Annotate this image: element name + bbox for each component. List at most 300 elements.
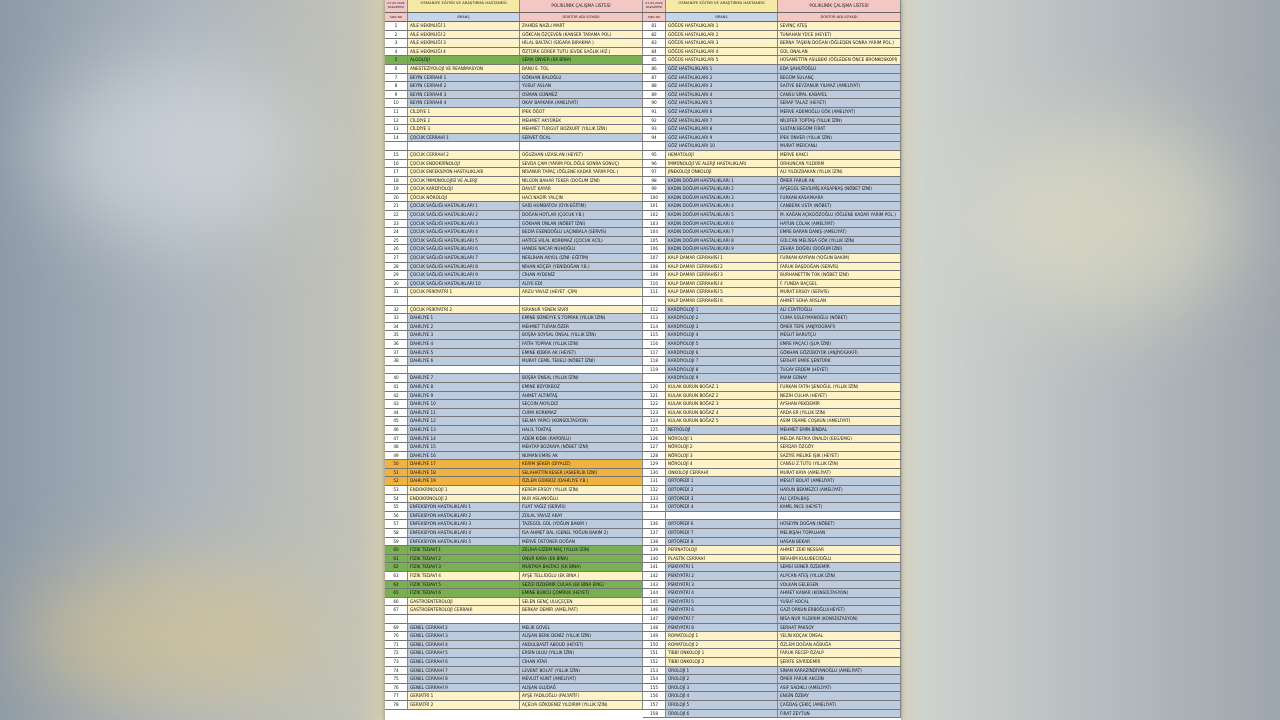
table-row: [385, 581, 643, 590]
row-number: 117: [643, 349, 666, 357]
doctor-cell: SAFİYE BEYZANUR YILMAZ (AMELİYAT): [778, 82, 901, 90]
row-number: 5: [385, 56, 408, 64]
doctor-cell: FUAT YAĞIZ (SERVİS): [520, 503, 643, 511]
doctor-cell: FIRAT ZEYTUN: [778, 710, 901, 718]
branch-cell: KARDİYOLOJİ 6: [666, 349, 778, 357]
branch-cell: KADIN DOĞUM HASTALIKLARI 6: [666, 220, 778, 228]
branch-cell: PSİKİYATRİ 8: [666, 624, 778, 632]
table-row: [385, 435, 643, 444]
doctor-cell: FURKAN FATİH ŞENOĞUL (YILLIK İZİN): [778, 383, 901, 391]
column-headers: [643, 13, 901, 22]
branch-cell: GÖZ HASTALIKLARI 5: [666, 99, 778, 107]
row-number: 30: [385, 280, 408, 288]
row-number: 156: [643, 692, 666, 700]
table-row: [385, 151, 643, 160]
table-row: [643, 392, 901, 401]
row-number: 105: [643, 237, 666, 245]
table-row: [643, 340, 901, 349]
table-row: [385, 202, 643, 211]
doctor-cell: NUR ASLANOĞLU: [520, 495, 643, 503]
doctor-cell: HANDE NACAR NUHOĞLU: [520, 245, 643, 253]
table-row: [385, 288, 643, 297]
column-headers: [385, 13, 643, 22]
row-number: 140: [643, 555, 666, 563]
doctor-cell: İSA AHMET BAL (GENEL YOĞUN BAKIM 2): [520, 529, 643, 537]
row-number: 2: [385, 31, 408, 39]
row-number: 98: [643, 177, 666, 185]
row-number: 52: [385, 477, 408, 485]
table-row: [385, 185, 643, 194]
branch-cell: NÖROLOJİ 1: [666, 435, 778, 443]
row-number: 146: [643, 606, 666, 614]
row-number: 78: [385, 701, 408, 709]
row-number: 48: [385, 443, 408, 451]
table-row: [385, 22, 643, 31]
doctor-cell: SELEN GENÇ ULUÇEÇEN: [520, 598, 643, 606]
branch-cell: NÖROLOJİ 3: [666, 452, 778, 460]
doctor-cell: ARDA ER (YILLIK İZİN): [778, 409, 901, 417]
branch-cell: DAHİLİYE 13: [408, 426, 520, 434]
row-number: 25: [385, 237, 408, 245]
background-blur-light: [40, 60, 300, 240]
row-number: 147: [643, 615, 666, 623]
doctor-cell: ŞERİFE SİVRİDEMİR: [778, 658, 901, 666]
table-row: [643, 529, 901, 538]
branch-cell: NÖROLOJİ 4: [666, 460, 778, 468]
doctor-cell: MESUT BARUTÇU: [778, 331, 901, 339]
table-row: [385, 65, 643, 74]
branch-cell: DAHİLİYE 14: [408, 435, 520, 443]
row-number: 62: [385, 563, 408, 571]
row-number: 137: [643, 529, 666, 537]
row-number: 28: [385, 263, 408, 271]
row-number: 81: [643, 22, 666, 30]
doctor-cell: ADEM KIDIK (RAPORLU): [520, 435, 643, 443]
branch-cell: KALP DAMAR CERRAHİSİ 2: [666, 263, 778, 271]
row-number: 69: [385, 624, 408, 632]
row-number: 121: [643, 392, 666, 400]
table-row: [385, 658, 643, 667]
table-row: [643, 581, 901, 590]
row-number: [643, 142, 666, 150]
doctor-cell: MURAT ERSOY (SERVİS): [778, 288, 901, 296]
table-row: [643, 710, 901, 719]
table-row: [385, 701, 643, 710]
branch-cell: FİZİK TEDAVİ 5: [408, 581, 520, 589]
row-number: 51: [385, 469, 408, 477]
doctor-cell: NEZİH CULHA (HEYET): [778, 392, 901, 400]
doctor-cell: MEHMET TURGUT BOZKURT (YILLIK İZİN): [520, 125, 643, 133]
table-row: [643, 366, 901, 375]
doctor-cell: ÖZLEM GÜRBÜZ (DAHİLİYE Y.B.): [520, 477, 643, 485]
row-number: 38: [385, 357, 408, 365]
doctor-cell: HALİL TOKTAŞ: [520, 426, 643, 434]
doctor-cell: NİSANUR TAPAÇ (ÖĞLENE KADAR YARIM POL.): [520, 168, 643, 176]
doctor-cell: YUSUF KOCAL: [778, 598, 901, 606]
branch-cell: ÇOCUK SAĞLIĞI HASTALIKLARI 8: [408, 263, 520, 271]
doctor-cell: SERAP TALAZ (HEYET): [778, 99, 901, 107]
doctor-cell: FARUK BAŞDOĞAN (SERVİS): [778, 263, 901, 271]
row-number: 49: [385, 452, 408, 460]
row-number: 12: [385, 117, 408, 125]
branch-cell: KARDİYOLOJİ 3: [666, 323, 778, 331]
branch-cell: GERİATRİ 2: [408, 701, 520, 709]
row-number: 94: [643, 134, 666, 142]
doctor-cell: ALİ ÇATALBAŞ: [778, 495, 901, 503]
doctor-cell: [520, 366, 643, 374]
row-number: 43: [385, 400, 408, 408]
branch-cell: GÖĞÜS HASTALIKLARI 2: [666, 31, 778, 39]
col-no-header: SIRA NO: [643, 13, 666, 21]
doctor-cell: HİLAL BALTACI (SİGARA BIRAKMA ): [520, 39, 643, 47]
branch-cell: KADIN DOĞUM HASTALIKLARI 7: [666, 228, 778, 236]
branch-cell: HEMATOLOJİ: [666, 151, 778, 159]
branch-cell: DAHİLİYE 4: [408, 340, 520, 348]
left-table: [385, 0, 643, 720]
doctor-cell: CİHAN AYDENİZ: [520, 271, 643, 279]
doctor-cell: KEREM ERSOY (YILLIK İZİN): [520, 486, 643, 494]
row-number: 7: [385, 74, 408, 82]
col-no-header: SIRA NO: [385, 13, 408, 21]
doctor-cell: [520, 142, 643, 150]
row-number: 92: [643, 117, 666, 125]
row-number: 35: [385, 331, 408, 339]
row-number: 76: [385, 684, 408, 692]
doctor-cell: KAMİL İNCE (HEYET): [778, 503, 901, 511]
table-row: [385, 168, 643, 177]
row-number: 37: [385, 349, 408, 357]
doctor-cell: DAVUT KAYAR: [520, 185, 643, 193]
doctor-cell: EDA ŞAHUTOĞLU: [778, 65, 901, 73]
table-row: [385, 486, 643, 495]
table-row: [643, 512, 901, 521]
branch-cell: DAHİLİYE 16: [408, 452, 520, 460]
doctor-cell: ONUR KARA (EK BİNA): [520, 555, 643, 563]
col-doctor-header: DOKTOR ADI-SOYADI: [778, 13, 901, 21]
row-number: 15: [385, 151, 408, 159]
branch-cell: GÖĞÜS HASTALIKLARI 1: [666, 22, 778, 30]
table-header: [643, 0, 901, 13]
branch-cell: GÖZ HASTALIKLARI 2: [666, 74, 778, 82]
doctor-cell: FURKAN KASAPKARA: [778, 194, 901, 202]
doctor-cell: BANU E. TOL: [520, 65, 643, 73]
doctor-cell: MEHMET AKYÜREK: [520, 117, 643, 125]
table-row: [643, 194, 901, 203]
table-row: [643, 117, 901, 126]
row-number: 124: [643, 417, 666, 425]
doctor-cell: AÇELYA GÖKDENİZ YILDIRIM (YILLIK İZİN): [520, 701, 643, 709]
row-number: 32: [385, 306, 408, 314]
table-row: [385, 142, 643, 151]
branch-cell: [408, 366, 520, 374]
branch-cell: KARDİYOLOJİ 2: [666, 314, 778, 322]
table-row: [643, 271, 901, 280]
branch-cell: ÇOCUK CERRAHİ 1: [408, 134, 520, 142]
doctor-cell: ÖMER FARUK AK: [778, 177, 901, 185]
row-number: 142: [643, 572, 666, 580]
branch-cell: DAHİLİYE 7: [408, 374, 520, 382]
branch-cell: KADIN DOĞUM HASTALIKLARI 2: [666, 185, 778, 193]
branch-cell: PSİKİYATRİ 6: [666, 606, 778, 614]
doctor-cell: HARUN BEKMEZCİ (AMELİYAT): [778, 486, 901, 494]
doctor-cell: YELİN KOÇAK ÜNSAL: [778, 632, 901, 640]
branch-cell: KARDİYOLOJİ 8: [666, 366, 778, 374]
table-row: [385, 692, 643, 701]
row-number: 158: [643, 710, 666, 718]
doctor-cell: ÖZTÜRK GÜRER TUTU (EVDE SAĞLIK HİZ.): [520, 48, 643, 56]
branch-cell: GENEL CERRAHİ 7: [408, 667, 520, 675]
branch-cell: KADIN DOĞUM HASTALIKLARI 1: [666, 177, 778, 185]
doctor-cell: NİLGÜN BAHAR TEKER (DOĞUM İZNİ): [520, 177, 643, 185]
row-number: 75: [385, 675, 408, 683]
branch-cell: [666, 512, 778, 520]
branch-cell: ÇOCUK SAĞLIĞI HASTALIKLARI 6: [408, 245, 520, 253]
branch-cell: GÖĞÜS HASTALIKLARI 4: [666, 48, 778, 56]
doctor-cell: MURAT MERCANLI: [778, 142, 901, 150]
doctor-cell: HATİCE HİLAL KORKMAZ (ÇOCUK ACİL): [520, 237, 643, 245]
doctor-cell: CUMA SÜLEYMANOĞLU (NÖBET): [778, 314, 901, 322]
row-number: 10: [385, 99, 408, 107]
row-number: 111: [643, 288, 666, 296]
table-row: [385, 314, 643, 323]
branch-cell: FİZİK TEDAVİ 6: [408, 589, 520, 597]
table-row: [385, 177, 643, 186]
table-row: [385, 589, 643, 598]
row-number: 60: [385, 546, 408, 554]
table-row: [385, 598, 643, 607]
table-row: [643, 503, 901, 512]
branch-cell: DAHİLİYE 5: [408, 349, 520, 357]
row-number: 113: [643, 314, 666, 322]
branch-cell: GASTROENTEROLOJİ CERRAHİ: [408, 606, 520, 614]
table-row: [385, 520, 643, 529]
table-row: [643, 469, 901, 478]
table-row: [643, 555, 901, 564]
row-number: 74: [385, 667, 408, 675]
table-row: [643, 31, 901, 40]
row-number: 17: [385, 168, 408, 176]
row-number: 29: [385, 271, 408, 279]
branch-cell: [408, 615, 520, 623]
branch-cell: ORTOPEDİ 4: [666, 503, 778, 511]
branch-cell: ENFEKSİYON HASTALIKLARI 1: [408, 503, 520, 511]
doctor-cell: SERHAT PAKSOY: [778, 624, 901, 632]
row-number: 46: [385, 426, 408, 434]
branch-cell: ÇOCUK PSİKİYATRİ 2: [408, 306, 520, 314]
row-number: 6: [385, 65, 408, 73]
branch-cell: GENEL CERRAHİ 5: [408, 649, 520, 657]
doctor-cell: EMİNE BÜYÜKBOZ: [520, 383, 643, 391]
table-body: [385, 22, 643, 710]
table-body: [643, 22, 901, 718]
row-number: 56: [385, 512, 408, 520]
row-number: 120: [643, 383, 666, 391]
table-row: [643, 649, 901, 658]
table-row: [643, 383, 901, 392]
row-number: 9: [385, 91, 408, 99]
row-number: 148: [643, 624, 666, 632]
table-row: [643, 314, 901, 323]
row-number: 90: [643, 99, 666, 107]
table-header: [385, 0, 643, 13]
row-number: [385, 142, 408, 150]
doctor-cell: EMİNE BURCU ÇOMRUK (HEYET): [520, 589, 643, 597]
table-row: [385, 632, 643, 641]
branch-cell: JİNEKOLOJİ ONKOLOJİ: [666, 168, 778, 176]
doctor-cell: TUNAHAN YÜCE (HEYET): [778, 31, 901, 39]
row-number: 83: [643, 39, 666, 47]
branch-cell: DAHİLİYE 11: [408, 409, 520, 417]
table-row: [385, 48, 643, 57]
doctor-cell: EMİNE SÜMEYYE S.TOPRAK (YILLIK İZİN): [520, 314, 643, 322]
branch-cell: KADIN DOĞUM HASTALIKLARI 5: [666, 211, 778, 219]
row-number: 134: [643, 503, 666, 511]
branch-cell: DAHİLİYE 15: [408, 443, 520, 451]
doctor-cell: MELDA REFİKA ÜNALDI (EEG/EMG): [778, 435, 901, 443]
table-row: [385, 400, 643, 409]
doctor-cell: EMRE PAÇACI (ŞUA İZNİ): [778, 340, 901, 348]
branch-cell: NEFROLOJİ: [666, 426, 778, 434]
row-number: 101: [643, 202, 666, 210]
branch-cell: [408, 297, 520, 305]
branch-cell: GÖZ HASTALIKLARI 10: [666, 142, 778, 150]
doctor-cell: AYŞE FADILOĞLU (PALYATİF): [520, 692, 643, 700]
branch-cell: ÇOCUK PSİKİYATRİ 1: [408, 288, 520, 296]
table-row: [385, 117, 643, 126]
table-row: [385, 245, 643, 254]
row-number: 153: [643, 667, 666, 675]
row-number: 118: [643, 357, 666, 365]
table-row: [385, 306, 643, 315]
right-table: [643, 0, 901, 720]
table-row: [643, 108, 901, 117]
doctor-cell: ÖMER TEPE (ANJİYOGRAFİ): [778, 323, 901, 331]
doctor-cell: GÖKHAN GÖZÜBÜYÜK (ANJİYOGRAFİ): [778, 349, 901, 357]
row-number: 50: [385, 460, 408, 468]
hospital-name: OSMANİYE EĞİTİM VE ARAŞTIRMA HASTANESİ: [408, 0, 520, 12]
doctor-cell: CANSU Z.TUTU (YILLIK İZİN): [778, 460, 901, 468]
row-number: 47: [385, 435, 408, 443]
doctor-cell: DOĞAN HOTLAR (ÇOCUK Y.B.): [520, 211, 643, 219]
doctor-cell: İPEK ÖĞÜT: [520, 108, 643, 116]
doctor-cell: SELMA YAPICI (KONSÜLTASYON): [520, 417, 643, 425]
row-number: [385, 615, 408, 623]
branch-cell: GENEL CERRAHİ 3: [408, 632, 520, 640]
table-row: [643, 460, 901, 469]
doctor-cell: M. KAĞAN AÇIKGÖZOĞLU (ÖĞLENE KADAR YARIM POL.): [778, 211, 901, 219]
branch-cell: KARDİYOLOJİ 7: [666, 357, 778, 365]
table-row: [643, 546, 901, 555]
hospital-name: OSMANİYE EĞİTİM VE ARAŞTIRMA HASTANESİ: [666, 0, 778, 12]
doctor-cell: ARZU YAVUZ (HEYET -ÇİM): [520, 288, 643, 296]
table-row: [385, 417, 643, 426]
branch-cell: AİLE HEKİMLİĞİ 4: [408, 48, 520, 56]
doctor-cell: TAZEGÜL GÜL (YOĞUN BAKIM ): [520, 520, 643, 528]
table-row: [643, 520, 901, 529]
table-row: [643, 495, 901, 504]
table-row: [643, 177, 901, 186]
branch-cell: DAHİLİYE 6: [408, 357, 520, 365]
row-number: 45: [385, 417, 408, 425]
branch-cell: DAHİLİYE 3: [408, 331, 520, 339]
doctor-cell: ALPCAN ATEŞ (YILLIK İZİN): [778, 572, 901, 580]
row-number: 89: [643, 91, 666, 99]
row-number: 44: [385, 409, 408, 417]
branch-cell: DAHİLİYE 19: [408, 477, 520, 485]
doctor-cell: TUGAY ERDEM (HEYET): [778, 366, 901, 374]
row-number: 61: [385, 555, 408, 563]
doctor-cell: EMİNE KÜBRA AK (HEYET): [520, 349, 643, 357]
table-row: [385, 220, 643, 229]
branch-cell: TIBBİ ONKOLOJİ 2: [666, 658, 778, 666]
background-blur-warm: [20, 560, 320, 710]
row-number: 102: [643, 211, 666, 219]
doctor-cell: NİLÜFER TOPTAŞ (YILLIK İZİN): [778, 117, 901, 125]
branch-cell: ÜROLOJİ 5: [666, 701, 778, 709]
row-number: 136: [643, 520, 666, 528]
table-row: [643, 220, 901, 229]
table-row: [643, 297, 901, 306]
doctor-cell: GÖKHAN BALOĞLU: [520, 74, 643, 82]
row-number: 63: [385, 572, 408, 580]
branch-cell: ÇOCUK ENDOKRİNOLOJİ: [408, 160, 520, 168]
doctor-cell: BERNA TAŞKIN DOĞAN (ÖĞLEDEN SONRA YARIM POL.): [778, 39, 901, 47]
row-number: 141: [643, 563, 666, 571]
doctor-cell: ALİŞAN ULUDAĞ: [520, 684, 643, 692]
table-row: [385, 555, 643, 564]
table-row: [643, 641, 901, 650]
branch-cell: ONKOLOJİ CERRAHİ: [666, 469, 778, 477]
table-row: [385, 160, 643, 169]
branch-cell: KULAK BURUN BOĞAZ 3: [666, 400, 778, 408]
doctor-cell: MEVLÜT KUNT (AMELİYAT): [520, 675, 643, 683]
table-row: [643, 237, 901, 246]
row-number: 65: [385, 589, 408, 597]
row-number: 104: [643, 228, 666, 236]
table-row: [385, 392, 643, 401]
doctor-cell: YUSUF ASLAN: [520, 82, 643, 90]
row-number: 26: [385, 245, 408, 253]
doctor-cell: OSMAN GÜNMEZ: [520, 91, 643, 99]
table-row: [385, 134, 643, 143]
doctor-cell: NİHAN KOÇER (YENİDOĞAN Y.B.): [520, 263, 643, 271]
doctor-cell: CİHAN ATAR: [520, 658, 643, 666]
doctor-cell: SULTAN BEGÜM FIRAT: [778, 125, 901, 133]
branch-cell: ENDOKRİNOLOJİ 2: [408, 495, 520, 503]
branch-cell: KARDİYOLOJİ 9: [666, 374, 778, 382]
row-number: 88: [643, 82, 666, 90]
branch-cell: DAHİLİYE 10: [408, 400, 520, 408]
doctor-cell: İSRANUR YENEN SİVRİ: [520, 306, 643, 314]
doctor-cell: AHMET KANAR (KONSÜLTASYON): [778, 589, 901, 597]
branch-cell: ROMATOLOJİ 1: [666, 632, 778, 640]
row-number: 31: [385, 288, 408, 296]
doctor-cell: BÜŞRA ÜNSAL (YILLIK İZİN): [520, 374, 643, 382]
doctor-cell: SERHAT EMRE ŞENTÜRK: [778, 357, 901, 365]
row-number: 100: [643, 194, 666, 202]
row-number: 16: [385, 160, 408, 168]
branch-cell: DAHİLİYE 1: [408, 314, 520, 322]
doctor-cell: HÜSAMETTİN ASILBEKİ (ÖĞLEDEN ÖNCE BRONKOSKOPİ): [778, 56, 901, 64]
row-number: 123: [643, 409, 666, 417]
doctor-cell: ASIF SADIKLI (AMELİYAT): [778, 684, 901, 692]
table-row: [643, 142, 901, 151]
table-row: [385, 125, 643, 134]
doctor-cell: BÜŞRA SOYSAL ÜNSAL (YILLIK İZİN): [520, 331, 643, 339]
table-row: [385, 74, 643, 83]
row-number: 128: [643, 452, 666, 460]
doctor-cell: SEVİNÇ ATEŞ: [778, 22, 901, 30]
